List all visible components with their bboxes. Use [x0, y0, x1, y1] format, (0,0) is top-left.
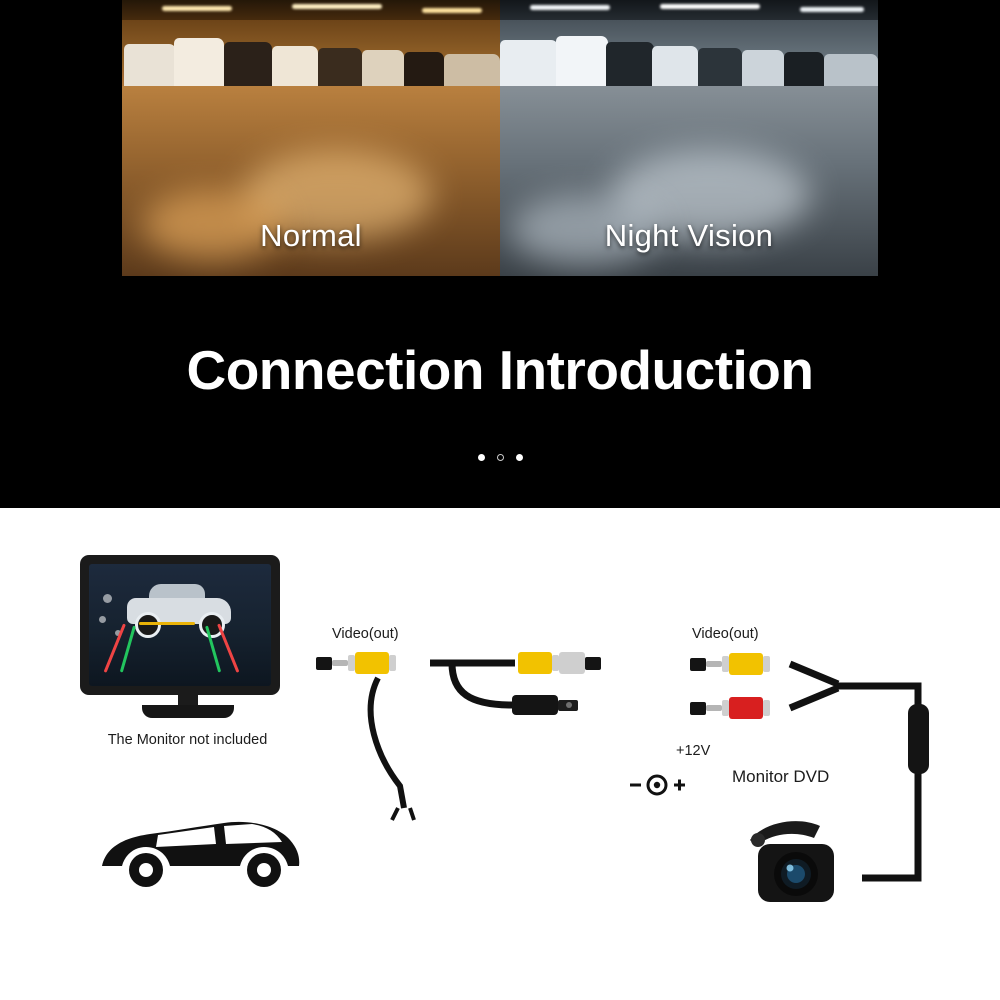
- monitor-caption: The Monitor not included: [107, 732, 268, 748]
- ceiling-lamp-icon: [162, 6, 232, 11]
- label-video-out-left: Video(out): [332, 626, 399, 642]
- ceiling-lamp-icon: [800, 7, 864, 12]
- rca-ring: [348, 655, 355, 671]
- carousel-dot-2[interactable]: [497, 454, 504, 461]
- dc-power-plug: [512, 695, 572, 715]
- dc-plug-hole: [566, 702, 572, 708]
- rca-connector-male-yellow-left: [518, 652, 601, 674]
- backup-camera-icon: [742, 818, 854, 913]
- label-power-12v: +12V: [676, 743, 711, 759]
- rca-pin: [332, 660, 348, 666]
- wiring-graphics: [0, 508, 1000, 1000]
- cable-boot: [316, 657, 332, 670]
- ceiling-lamp-icon: [422, 8, 482, 13]
- cable-boot: [585, 657, 601, 670]
- cable-boot: [690, 658, 706, 671]
- carousel-dot-3[interactable]: [516, 454, 523, 461]
- rca-ring: [722, 656, 729, 672]
- comparison-pane-normal: [122, 0, 500, 276]
- rca-ring: [722, 700, 729, 716]
- rca-pin: [706, 661, 722, 667]
- rca-barrel-yellow: [729, 653, 763, 675]
- comparison-pane-night-vision: [500, 0, 878, 276]
- rca-barrel-yellow: [518, 652, 552, 674]
- comparison-image-strip: [122, 0, 878, 276]
- rca-connector-female-yellow-left: [316, 652, 396, 674]
- connection-diagram: [0, 508, 1000, 1000]
- ceiling-lamp-icon: [292, 4, 382, 9]
- rca-connector-female-yellow-right: [690, 653, 770, 675]
- ceiling-lamp-icon: [530, 5, 610, 10]
- comparison-label-night-vision: Night Vision: [604, 218, 774, 253]
- rca-ring: [552, 655, 559, 671]
- cable-boot: [690, 702, 706, 715]
- label-video-out-right: Video(out): [692, 626, 759, 642]
- label-monitor-dvd: Monitor DVD: [732, 767, 830, 786]
- rca-ring: [763, 700, 770, 716]
- ceiling-lamp-icon: [660, 4, 760, 9]
- rca-ring: [389, 655, 396, 671]
- rca-barrel-red: [729, 697, 763, 719]
- dc-plug-body: [512, 695, 558, 715]
- comparison-label-normal: Normal: [260, 218, 362, 253]
- page-title: Connection Introduction: [186, 339, 814, 401]
- rca-pin: [706, 705, 722, 711]
- carousel-dot-1[interactable]: [478, 454, 485, 461]
- carousel-pager[interactable]: [0, 454, 1000, 461]
- rca-connector-female-red-power: [690, 697, 770, 719]
- rca-ring: [763, 656, 770, 672]
- rca-barrel-yellow: [355, 652, 389, 674]
- rca-metal-shell: [559, 652, 585, 674]
